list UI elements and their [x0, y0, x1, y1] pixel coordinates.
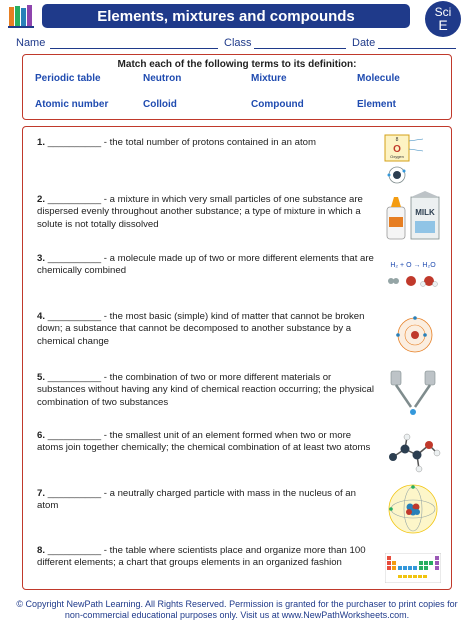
subject-badge	[425, 1, 461, 37]
equation-text: H₂ + O → H₂O	[390, 262, 436, 269]
books-logo-icon	[8, 4, 34, 28]
term-periodic-table: Periodic table	[35, 73, 101, 84]
question-number: 5.	[37, 372, 46, 383]
oxygen-element-card-icon	[383, 133, 443, 185]
answer-blank[interactable]: __________	[47, 194, 102, 205]
term-molecule: Molecule	[357, 73, 400, 84]
name-field[interactable]	[50, 48, 218, 49]
question-number: 2.	[37, 194, 46, 205]
question-text: - the table where scientists place and organize more than 100 different elements; a chart that groups elements in an organized fashion	[37, 545, 366, 569]
subject-badge-line2: E	[438, 17, 448, 33]
class-field[interactable]	[254, 48, 346, 49]
question-number: 8.	[37, 545, 46, 556]
glue-and-milk-icon	[383, 191, 443, 245]
footer-line-1: © Copyright NewPath Learning. All Rights Reserved. Permission is granted for the purchaser to print copies for	[16, 599, 458, 609]
questions-box	[22, 126, 452, 590]
answer-blank[interactable]: __________	[47, 311, 102, 322]
question-8	[37, 545, 379, 570]
svg-text:8: 8	[395, 137, 399, 143]
svg-text:O: O	[393, 144, 401, 155]
question-number: 7.	[37, 488, 46, 499]
question-number: 1.	[37, 137, 46, 148]
molecule-model-icon	[383, 427, 443, 477]
atom-nucleus-icon	[387, 483, 439, 535]
question-number: 3.	[37, 253, 46, 264]
question-text: - the total number of protons contained in an atom	[101, 137, 316, 148]
question-number: 4.	[37, 311, 46, 322]
question-5	[37, 372, 379, 409]
footer-line-2: non-commercial educational purposes only. Visit us at www.NewPathWorksheets.com.	[64, 610, 410, 620]
answer-blank[interactable]: __________	[47, 545, 102, 556]
water-molecule-equation-icon	[383, 257, 443, 293]
question-text: - the combination of two or more different materials or substances without having any kind of chemical reaction occurring; the physical combination of two substances	[37, 372, 375, 408]
mixing-pipettes-icon	[385, 369, 441, 419]
atom-orbit-icon	[395, 315, 435, 355]
worksheet-title: Elements, mixtures and compounds	[42, 4, 410, 28]
question-text: - the most basic (simple) kind of matter that cannot be broken down; a substance that cannot be decomposed to another substance by a chemical change	[37, 311, 365, 347]
question-2	[37, 194, 379, 231]
milk-label: MILK	[415, 208, 435, 217]
question-6	[37, 430, 379, 455]
question-4	[37, 311, 379, 348]
question-number: 6.	[37, 430, 46, 441]
question-text: - a neutrally charged particle with mass in the nucleus of an atom	[37, 488, 356, 512]
question-text: - a mixture in which very small particles of one substance are dispersed evenly throughout another substance; a type of mixture in which a solute is not totally dissolved	[37, 194, 363, 230]
term-compound: Compound	[251, 99, 304, 110]
term-neutron: Neutron	[143, 73, 182, 84]
answer-blank[interactable]: __________	[47, 372, 102, 383]
periodic-table-icon	[385, 553, 441, 583]
student-info-row	[16, 37, 456, 51]
answer-blank[interactable]: __________	[47, 430, 102, 441]
date-field[interactable]	[378, 48, 456, 49]
question-7	[37, 488, 379, 513]
question-1	[37, 137, 379, 149]
class-label: Class	[224, 37, 252, 49]
answer-blank[interactable]: __________	[47, 137, 102, 148]
header	[0, 0, 474, 34]
answer-blank[interactable]: __________	[47, 488, 102, 499]
word-bank	[22, 54, 452, 120]
subject-badge-line1: Sci	[434, 5, 452, 19]
term-atomic-number: Atomic number	[35, 99, 109, 110]
term-colloid: Colloid	[143, 99, 177, 110]
copyright-footer	[0, 599, 474, 621]
answer-blank[interactable]: __________	[47, 253, 102, 264]
question-text: - a molecule made up of two or more different elements that are chemically combined	[37, 253, 374, 277]
name-label: Name	[16, 37, 46, 49]
question-3	[37, 253, 379, 278]
svg-text:Oxygen: Oxygen	[390, 154, 404, 159]
term-element: Element	[357, 99, 396, 110]
question-text: - the smallest unit of an element formed when two or more atoms join together chemically; the chemical combination of at least two atoms	[37, 430, 371, 454]
term-mixture: Mixture	[251, 73, 287, 84]
word-bank-instruction: Match each of the following terms to its definition:	[117, 59, 357, 70]
date-label: Date	[352, 37, 376, 49]
